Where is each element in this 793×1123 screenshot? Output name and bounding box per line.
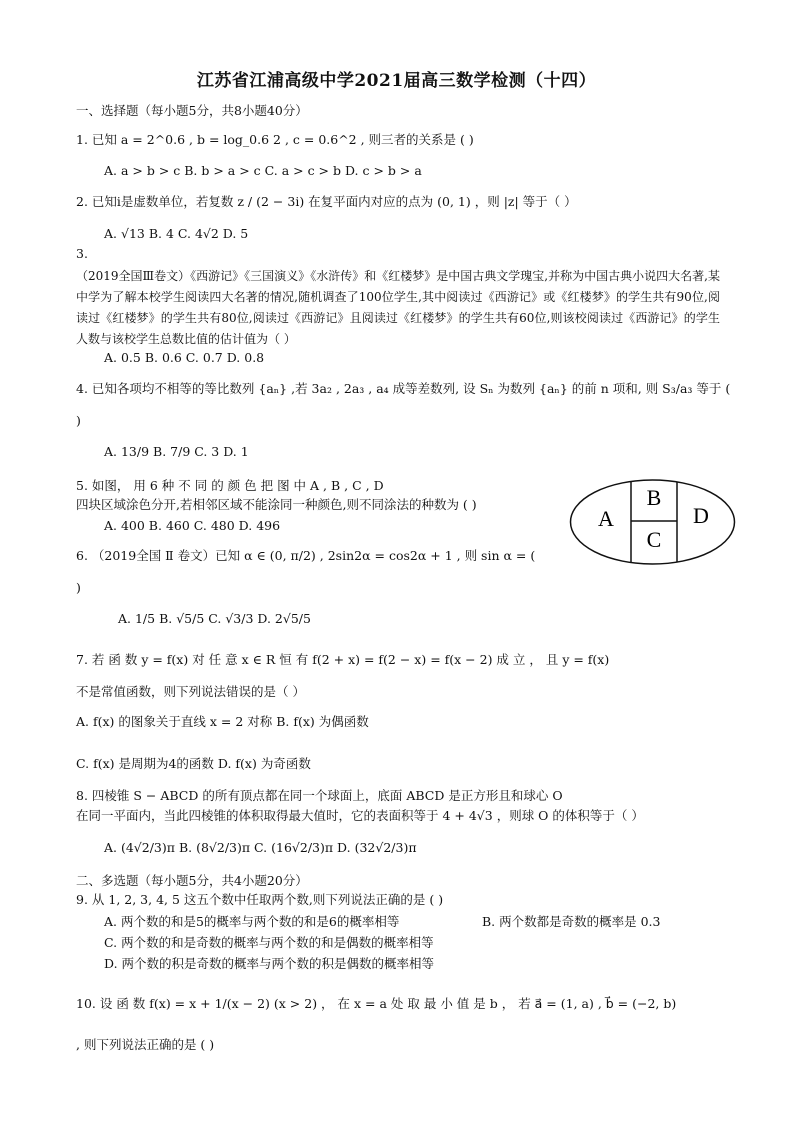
figure-label-b: B [646, 485, 662, 510]
figure-label-d: D [693, 503, 709, 528]
question-3-options: A. 0.5 B. 0.6 C. 0.7 D. 0.8 [104, 350, 265, 365]
figure-label-a: A [598, 506, 614, 531]
section-heading-multi: 二、多选题（每小题5分，共4小题20分） [76, 873, 308, 888]
question-1-options: A. a > b > c B. b > a > c C. a > c > b D. c > b > a [104, 163, 422, 178]
question-5-stem: 5. 如图， 用 6 种 不 同 的 颜 色 把 图 中 A , B , C , D [76, 478, 384, 493]
page-title: 江苏省江浦高级中学2021届高三数学检测（十四） [196, 71, 597, 91]
question-9-option-b: B. 两个数都是奇数的概率是 0.3 [482, 914, 661, 929]
question-7-option-c-d: C. f(x) 是周期为4的函数 D. f(x) 为奇函数 [76, 756, 311, 771]
question-5-options: A. 400 B. 460 C. 480 D. 496 [104, 518, 281, 533]
question-9-option-d: D. 两个数的积是奇数的概率与两个数的积是偶数的概率相等 [104, 956, 435, 971]
section-heading-choice: 一、选择题（每小题5分，共8小题40分） [76, 103, 308, 118]
question-9-option-c: C. 两个数的和是奇数的概率与两个数的和是偶数的概率相等 [104, 935, 434, 950]
question-7-cont: 不是常值函数，则下列说法错误的是（ ） [76, 684, 305, 699]
question-6-cont: ) [76, 580, 81, 595]
question-2-options: A. √13 B. 4 C. 4√2 D. 5 [104, 226, 249, 241]
question-6-stem: 6. （2019全国 Ⅱ 卷文）已知 α ∈ (0, π/2) , 2sin2α = cos2α + 1 , 则 sin α = ( [76, 548, 536, 563]
question-6-options: A. 1/5 B. √5/5 C. √3/3 D. 2√5/5 [118, 611, 311, 626]
question-8-cont: 在同一平面内，当此四棱锥的体积取得最大值时，它的表面积等于 4 + 4√3 ，则球 O 的体积等于（ ） [76, 808, 644, 823]
question-3-number: 3. [76, 246, 88, 261]
question-2-stem: 2. 已知i是虚数单位，若复数 z / (2 − 3i) 在复平面内对应的点为 (0, 1) ，则 |z| 等于（ ） [76, 194, 577, 209]
question-8-options: A. (4√2/3)π B. (8√2/3)π C. (16√2/3)π D. (32√2/3)π [104, 840, 417, 855]
question-9-stem: 9. 从 1, 2, 3, 4, 5 这五个数中任取两个数,则下列说法正确的是 ( ) [76, 892, 444, 907]
question-9-option-a: A. 两个数的和是5的概率与两个数的和是6的概率相等 [104, 914, 400, 929]
question-10-stem: 10. 设 函 数 f(x) = x + 1/(x − 2) (x > 2) ， 在 x = a 处 取 最 小 值 是 b ， 若 a⃗ = (1, a) , b⃗ = (−2, b) [76, 996, 677, 1011]
question-8-stem: 8. 四棱锥 S − ABCD 的所有顶点都在同一个球面上，底面 ABCD 是正方形且和球心 O [76, 788, 563, 803]
question-5-cont: 四块区域涂色分开,若相邻区域不能涂同一种颜色,则不同涂法的种数为 ( ) [76, 497, 477, 512]
question-7-option-a-b: A. f(x) 的图象关于直线 x = 2 对称 B. f(x) 为偶函数 [76, 714, 369, 729]
question-4-options: A. 13/9 B. 7/9 C. 3 D. 1 [104, 444, 249, 459]
question-10-cont: , 则下列说法正确的是 ( ) [76, 1037, 215, 1052]
question-4-cont: ) [76, 413, 81, 428]
figure-label-c: C [646, 527, 662, 552]
question-1-stem: 1. 已知 a = 2^0.6 , b = log_0.6 2 , c = 0.6^2 , 则三者的关系是 ( ) [76, 132, 474, 147]
question-3-stem: （2019全国Ⅲ卷文）《西游记》《三国演义》《水浒传》和《红楼梦》是中国古典文学瑰宝,并称为中国古典小说四大名著,某中学为了解本校学生阅读四大名著的情况,随机调查了100位学生,其中阅读过《西游记》或《红楼梦》的学生共有90位,阅读过《红楼梦》的学生共有80位,阅读过《西游记》且阅读过《红楼梦》的学生共有60位,则该校阅读过《西游记》的学生人数与该校学生总数比值的估计值为（ ） [76, 269, 720, 346]
question-7-stem: 7. 若 函 数 y = f(x) 对 任 意 x ∈ R 恒 有 f(2 + x) = f(2 − x) = f(x − 2) 成 立 ， 且 y = f(x) [76, 652, 610, 667]
question-4-stem: 4. 已知各项均不相等的等比数列 {aₙ} ,若 3a₂ , 2a₃ , a₄ 成等差数列, 设 Sₙ 为数列 {aₙ} 的前 n 项和, 则 S₃/a₃ 等于 ( [76, 381, 731, 396]
